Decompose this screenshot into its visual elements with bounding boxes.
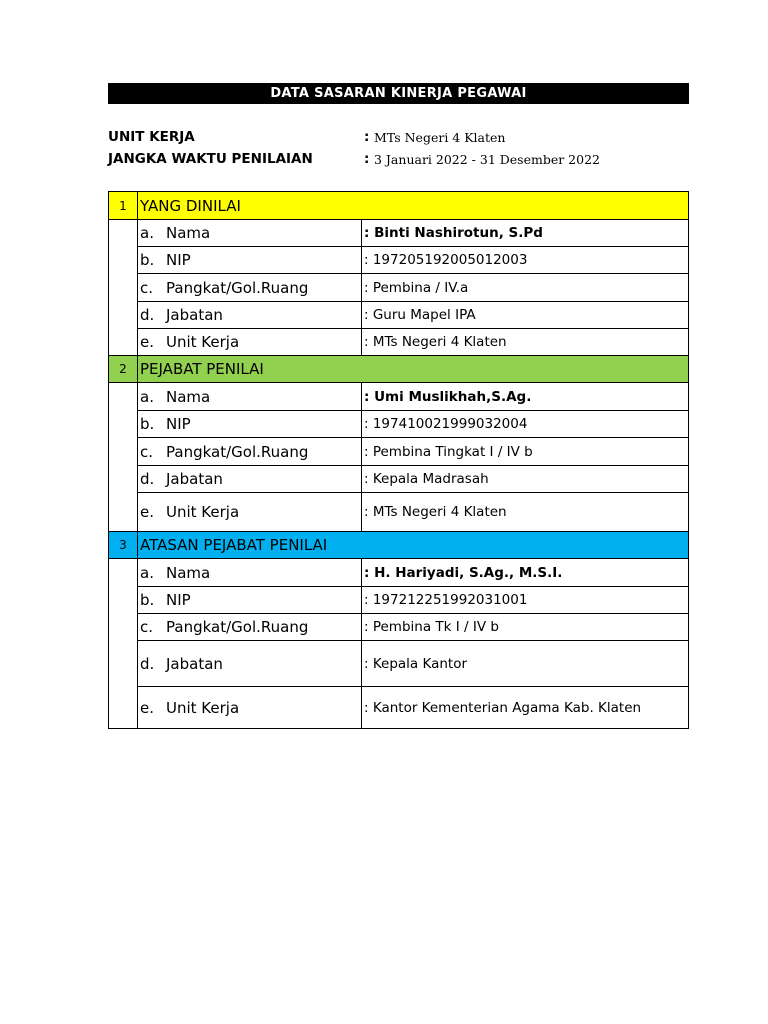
row-label bbox=[138, 383, 362, 411]
row-label bbox=[138, 438, 362, 466]
jangka-waktu-colon: : bbox=[364, 151, 370, 167]
table-row bbox=[109, 493, 689, 532]
row-label-text: Unit Kerja bbox=[166, 503, 240, 521]
table-row bbox=[109, 220, 689, 247]
row-letter: e. bbox=[140, 503, 154, 521]
section-header-yang-dinilai bbox=[109, 192, 689, 220]
row-label bbox=[138, 411, 362, 438]
row-label bbox=[138, 466, 362, 493]
table-row bbox=[109, 687, 689, 729]
section-header-pejabat-penilai bbox=[109, 356, 689, 383]
row-letter: a. bbox=[140, 387, 154, 406]
row-letter: b. bbox=[140, 415, 155, 433]
row-label-text: Pangkat/Gol.Ruang bbox=[166, 618, 309, 636]
row-label-text: Nama bbox=[166, 224, 211, 242]
row-label bbox=[138, 614, 362, 641]
row-value: : 197205192005012003 bbox=[362, 247, 689, 274]
row-letter: e. bbox=[140, 698, 154, 717]
row-label bbox=[138, 559, 362, 587]
row-label bbox=[138, 302, 362, 329]
table-row bbox=[109, 559, 689, 587]
row-letter: d. bbox=[140, 470, 155, 488]
section-title: ATASAN PEJABAT PENILAI bbox=[138, 532, 689, 559]
unit-kerja-colon: : bbox=[364, 129, 370, 145]
row-letter: d. bbox=[140, 306, 155, 324]
jangka-waktu-label: JANGKA WAKTU PENILAIAN bbox=[108, 151, 313, 167]
unit-kerja-label: UNIT KERJA bbox=[108, 129, 195, 145]
table-row bbox=[109, 329, 689, 356]
section-title: PEJABAT PENILAI bbox=[138, 356, 689, 383]
row-value: : MTs Negeri 4 Klaten bbox=[362, 329, 689, 356]
row-letter: b. bbox=[140, 591, 155, 609]
row-label-text: Jabatan bbox=[166, 470, 223, 488]
row-value: : Kepala Madrasah bbox=[362, 466, 689, 493]
section-spacer bbox=[109, 559, 138, 729]
row-value: : 197410021999032004 bbox=[362, 411, 689, 438]
table-row bbox=[109, 466, 689, 493]
row-label-text: Pangkat/Gol.Ruang bbox=[166, 278, 309, 297]
section-title: YANG DINILAI bbox=[138, 192, 689, 220]
row-label-text: Nama bbox=[166, 387, 211, 406]
row-value: : 197212251992031001 bbox=[362, 587, 689, 614]
row-label bbox=[138, 687, 362, 729]
meta-jangka-waktu bbox=[108, 151, 708, 169]
row-value: : Kepala Kantor bbox=[362, 641, 689, 687]
row-label bbox=[138, 493, 362, 532]
table-row bbox=[109, 383, 689, 411]
unit-kerja-value: MTs Negeri 4 Klaten bbox=[374, 130, 506, 145]
row-letter: b. bbox=[140, 251, 155, 269]
section-number: 3 bbox=[109, 532, 138, 559]
row-letter: e. bbox=[140, 333, 154, 351]
row-label-text: Pangkat/Gol.Ruang bbox=[166, 442, 309, 461]
row-value: : H. Hariyadi, S.Ag., M.S.I. bbox=[362, 559, 689, 587]
row-label bbox=[138, 274, 362, 302]
row-label-text: NIP bbox=[166, 251, 191, 269]
row-label bbox=[138, 220, 362, 247]
table-row bbox=[109, 614, 689, 641]
row-value: : Guru Mapel IPA bbox=[362, 302, 689, 329]
section-number: 2 bbox=[109, 356, 138, 383]
row-label bbox=[138, 329, 362, 356]
table-row bbox=[109, 641, 689, 687]
row-letter: a. bbox=[140, 224, 154, 242]
row-value: : Pembina Tk I / IV b bbox=[362, 614, 689, 641]
row-label-text: Nama bbox=[166, 563, 211, 582]
row-letter: d. bbox=[140, 654, 155, 673]
row-letter: c. bbox=[140, 618, 154, 636]
row-label-text: NIP bbox=[166, 415, 191, 433]
row-label bbox=[138, 587, 362, 614]
row-value: : Umi Muslikhah,S.Ag. bbox=[362, 383, 689, 411]
row-label-text: Jabatan bbox=[166, 306, 223, 324]
row-label-text: Unit Kerja bbox=[166, 698, 240, 717]
row-label-text: Jabatan bbox=[166, 654, 223, 673]
row-value: : Pembina / IV.a bbox=[362, 274, 689, 302]
row-letter: c. bbox=[140, 278, 154, 297]
row-value: : Binti Nashirotun, S.Pd bbox=[362, 220, 689, 247]
section-spacer bbox=[109, 383, 138, 532]
row-label bbox=[138, 641, 362, 687]
table-row bbox=[109, 438, 689, 466]
section-header-atasan-pejabat-penilai bbox=[109, 532, 689, 559]
table-row bbox=[109, 411, 689, 438]
row-value: : MTs Negeri 4 Klaten bbox=[362, 493, 689, 532]
section-spacer bbox=[109, 220, 138, 356]
assessment-table bbox=[108, 191, 689, 729]
table-row bbox=[109, 247, 689, 274]
row-label bbox=[138, 247, 362, 274]
row-letter: a. bbox=[140, 563, 154, 582]
row-value: : Kantor Kementerian Agama Kab. Klaten bbox=[362, 687, 689, 729]
document-title: DATA SASARAN KINERJA PEGAWAI bbox=[108, 83, 689, 104]
section-number: 1 bbox=[109, 192, 138, 220]
row-label-text: NIP bbox=[166, 591, 191, 609]
jangka-waktu-value: 3 Januari 2022 - 31 Desember 2022 bbox=[374, 152, 600, 167]
row-value: : Pembina Tingkat I / IV b bbox=[362, 438, 689, 466]
row-letter: c. bbox=[140, 442, 154, 461]
meta-unit-kerja bbox=[108, 129, 708, 147]
table-row bbox=[109, 587, 689, 614]
table-row bbox=[109, 274, 689, 302]
table-row bbox=[109, 302, 689, 329]
row-label-text: Unit Kerja bbox=[166, 333, 240, 351]
